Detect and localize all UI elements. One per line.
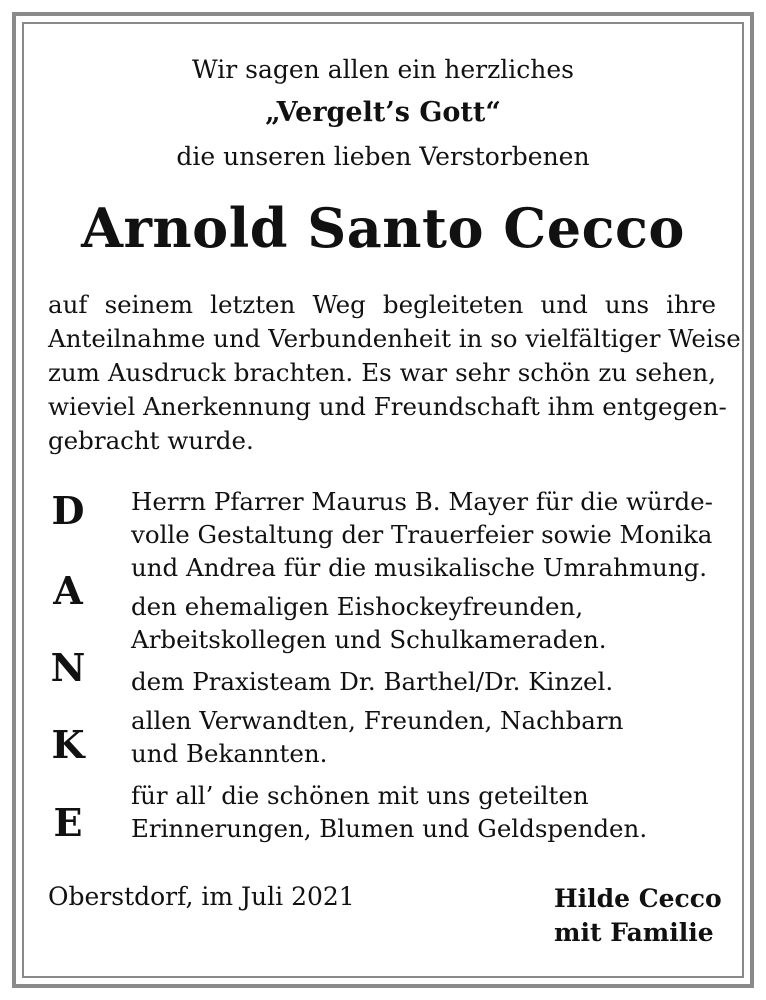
danke-item-verwandte [131, 704, 731, 770]
paragraph-line: wieviel Anerkennung und Freundschaft ihm entgegen- [48, 392, 727, 421]
intro-line-3: die unseren lieben Verstorbenen [176, 142, 590, 171]
intro-line-1: Wir sagen allen ein herzliches [191, 55, 575, 84]
signature-family: mit Familie [554, 918, 714, 947]
danke-letter-n: N [50, 645, 86, 690]
danke-item-pfarrer [131, 485, 731, 584]
danke-item-line: und Bekannten. [131, 739, 328, 768]
danke-item-line: Herrn Pfarrer Maurus B. Mayer für die würde- [131, 487, 713, 516]
paragraph-line: Anteilnahme und Verbundenheit in so vielfältiger Weise [48, 324, 741, 353]
danke-item-line: volle Gestaltung der Trauerfeier sowie Monika [131, 520, 713, 549]
danke-item-erinnerungen [131, 779, 731, 845]
paragraph-line: zum Ausdruck brachten. Es war sehr schön zu sehen, [48, 358, 716, 387]
danke-item-line: allen Verwandten, Freunden, Nachbarn [131, 706, 624, 735]
deceased-name: Arnold Santo Cecco [81, 196, 685, 260]
danke-letter-k: K [51, 722, 85, 767]
intro-vergelts-gott: „Vergelt’s Gott“ [265, 97, 501, 128]
danke-letter-a: A [53, 568, 83, 613]
danke-letter-d: D [51, 488, 85, 533]
danke-item-line: dem Praxisteam Dr. Barthel/Dr. Kinzel. [131, 667, 614, 696]
signature-name: Hilde Cecco [554, 884, 722, 913]
danke-item-praxisteam [131, 665, 731, 698]
paragraph-line: auf seinem letzten Weg begleiteten und uns ihre [48, 290, 716, 319]
danke-item-line: Arbeitskollegen und Schulkameraden. [131, 625, 607, 654]
danke-item-line: Erinnerungen, Blumen und Geldspenden. [131, 814, 648, 843]
danke-item-line: den ehemaligen Eishockeyfreunden, [131, 592, 584, 621]
danke-item-eishockey [131, 590, 731, 656]
danke-item-line: und Andrea für die musikalische Umrahmung. [131, 553, 708, 582]
place-date: Oberstdorf, im Juli 2021 [48, 882, 355, 911]
signature [554, 882, 722, 950]
danke-letter-e: E [53, 800, 83, 845]
thanks-paragraph [48, 288, 741, 458]
paragraph-line: gebracht wurde. [48, 426, 254, 455]
danke-item-line: für all’ die schönen mit uns geteilten [131, 781, 589, 810]
